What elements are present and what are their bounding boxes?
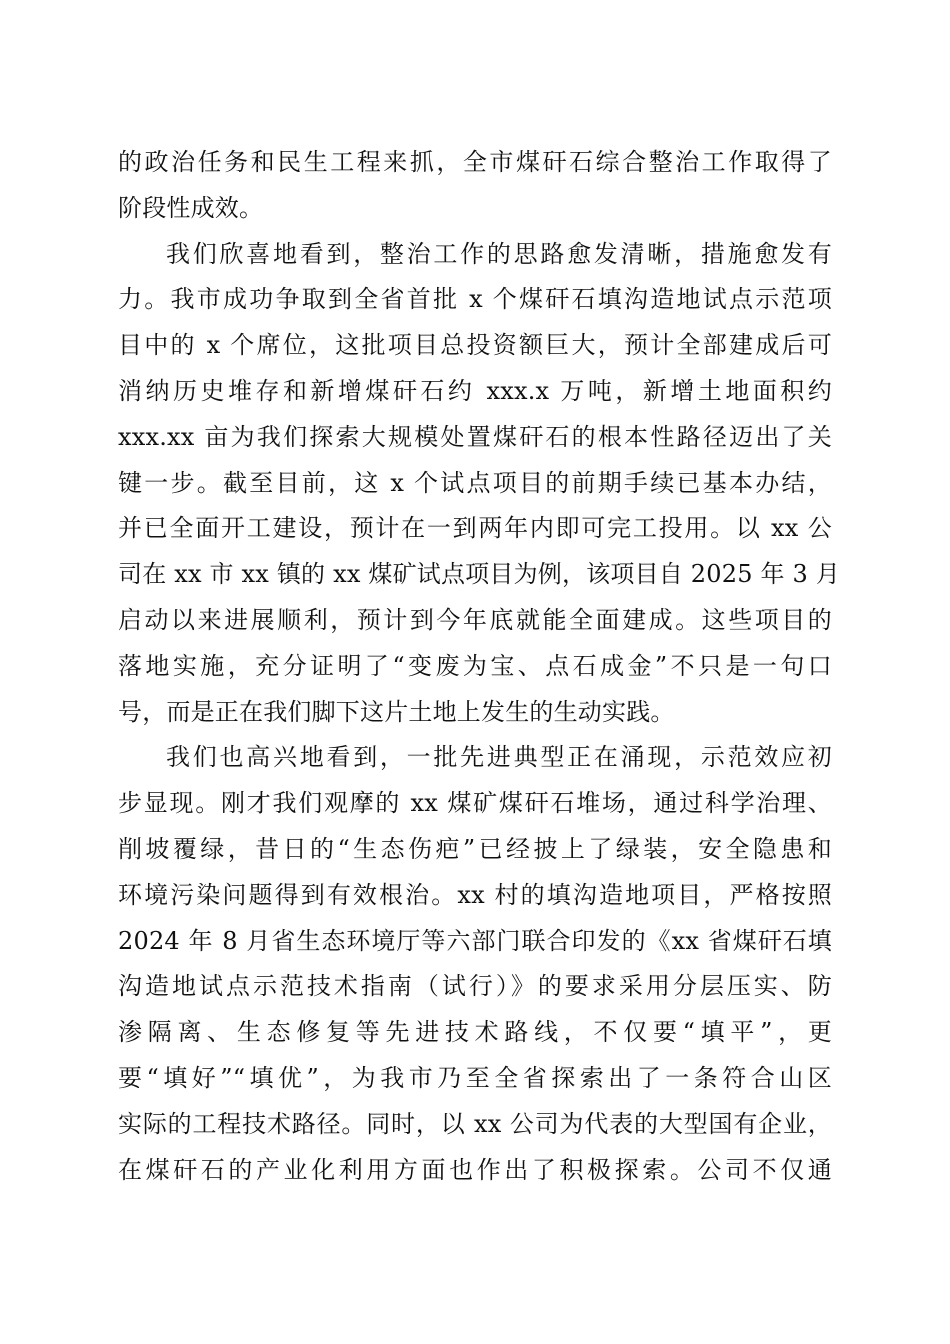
document-body — [118, 140, 841, 1193]
text-line: xxx.xx 亩为我们探索大规模处置煤矸石的根本性路径迈出了关 — [118, 422, 832, 451]
paragraph-3 — [118, 735, 832, 1193]
text-line: 我们也高兴地看到，一批先进典型正在涌现，示范效应初 — [166, 743, 832, 772]
text-line: 并已全面开工建设，预计在一到两年内即可完工投用。以 xx 公 — [118, 514, 832, 543]
text-line: 环境污染问题得到有效根治。xx 村的填沟造地项目，严格按照 — [118, 880, 832, 909]
paragraph-2 — [118, 232, 841, 736]
text-line: 司在 xx 市 xx 镇的 xx 煤矿试点项目为例，该项目自 2025 年 3 月 — [118, 560, 841, 589]
paragraph-1 — [118, 140, 832, 232]
text-line: 渗隔离、生态修复等先进技术路线，不仅要“填平”，更 — [118, 1018, 832, 1047]
text-line: 我们欣喜地看到，整治工作的思路愈发清晰，措施愈发有 — [166, 239, 832, 268]
text-line: 要“填好”“填优”，为我市乃至全省探索出了一条符合山区 — [118, 1063, 832, 1092]
text-line: 消纳历史堆存和新增煤矸石约 xxx.x 万吨，新增土地面积约 — [118, 376, 832, 405]
text-line: 阶段性成效。 — [118, 193, 264, 222]
text-line: 在煤矸石的产业化利用方面也作出了积极探索。公司不仅通 — [118, 1155, 832, 1184]
text-line: 键一步。截至目前，这 x 个试点项目的前期手续已基本办结， — [118, 468, 832, 497]
text-line: 启动以来进展顺利，预计到今年底就能全面建成。这些项目的 — [118, 605, 832, 634]
text-line: 实际的工程技术路径。同时，以 xx 公司为代表的大型国有企业， — [118, 1109, 832, 1138]
text-line: 沟造地试点示范技术指南（试行）》的要求采用分层压实、防 — [118, 972, 832, 1001]
text-line: 的政治任务和民生工程来抓，全市煤矸石综合整治工作取得了 — [118, 148, 832, 176]
text-line: 削坡覆绿，昔日的“生态伤疤”已经披上了绿装，安全隐患和 — [118, 834, 832, 863]
text-line: 力。我市成功争取到全省首批 x 个煤矸石填沟造地试点示范项 — [118, 285, 832, 314]
text-line: 2024 年 8 月省生态环境厅等六部门联合印发的《xx 省煤矸石填 — [118, 926, 832, 955]
text-line: 步显现。刚才我们观摩的 xx 煤矿煤矸石堆场，通过科学治理、 — [118, 789, 832, 818]
text-line: 目中的 x 个席位，这批项目总投资额巨大，预计全部建成后可 — [118, 331, 832, 360]
text-line: 落地实施，充分证明了“变废为宝、点石成金”不只是一句口 — [118, 651, 832, 680]
text-line: 号，而是正在我们脚下这片土地上发生的生动实践。 — [118, 697, 675, 726]
